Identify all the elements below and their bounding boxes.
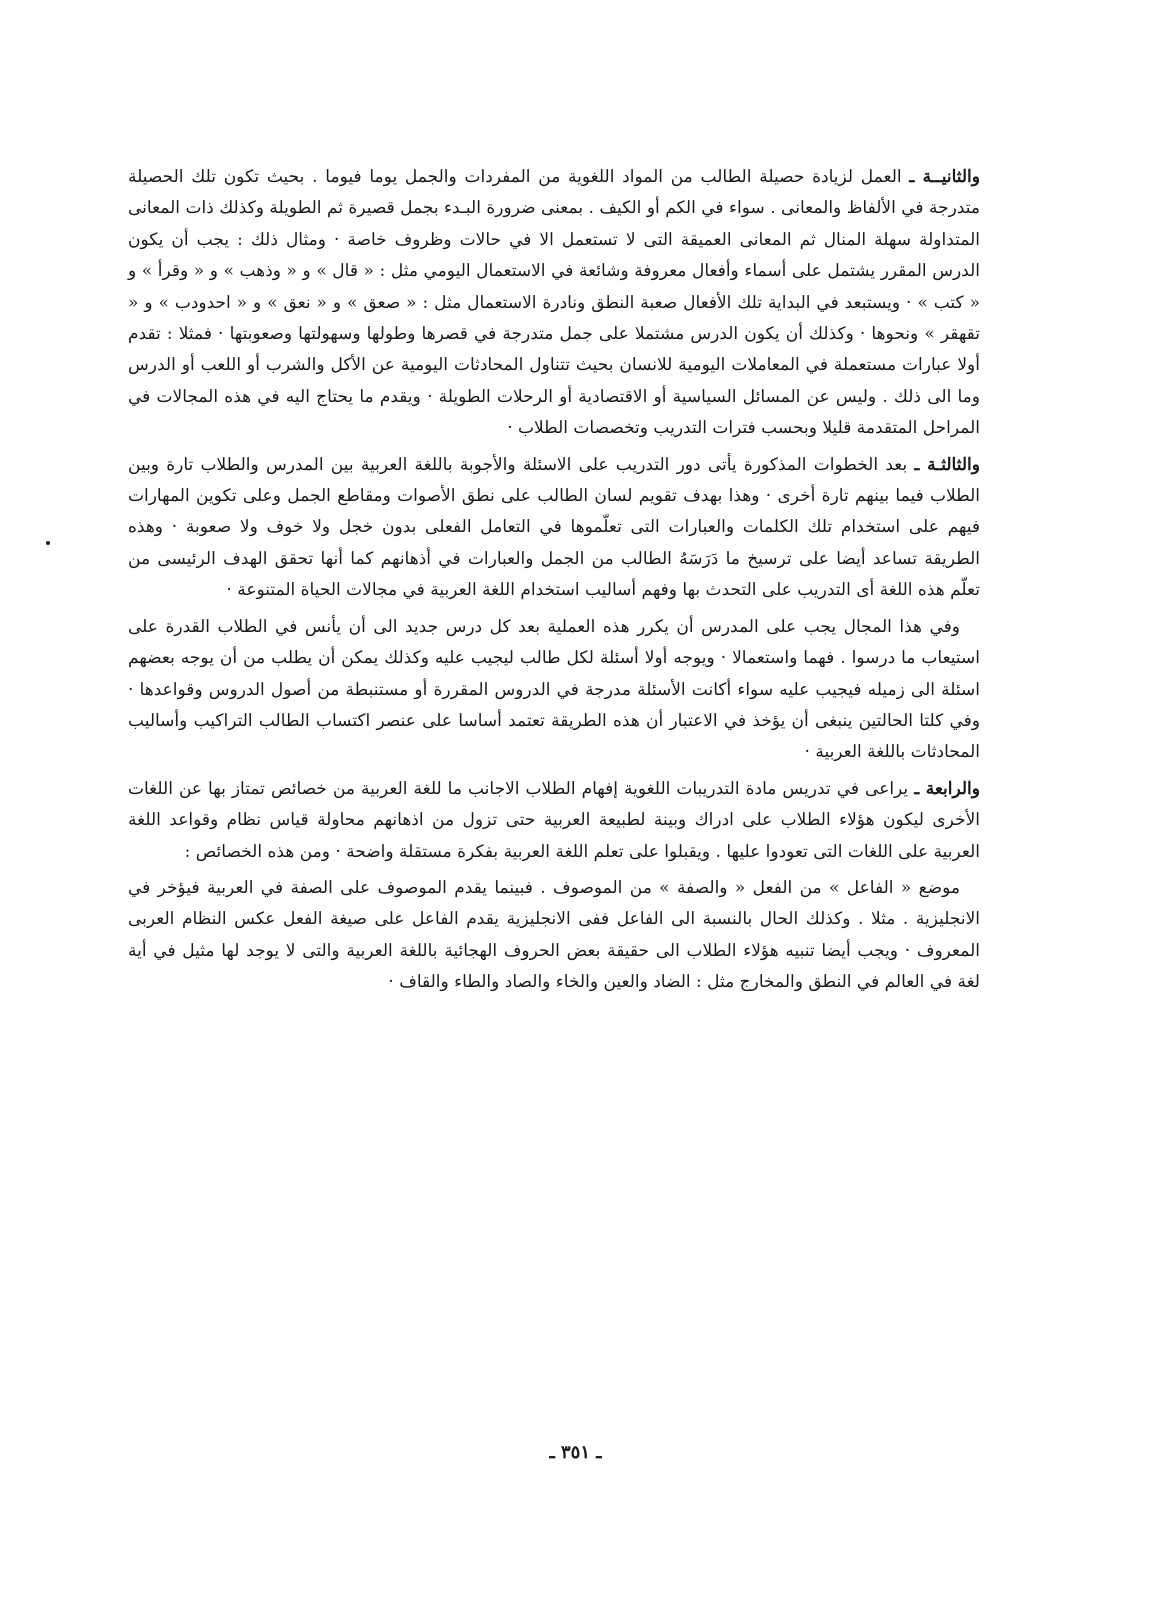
paragraph-third: [128, 450, 980, 607]
paragraph-heading: والثانيــة ـ: [909, 167, 980, 187]
page-number: ـ ٣٥١ ـ: [549, 1442, 602, 1463]
body-text: [128, 162, 980, 1004]
paragraph-features: [128, 873, 980, 999]
paragraph-body: بعد الخطوات المذكورة يأتى دور التدريب على الاسئلة والأجوبة باللغة العربية بين المدرس والطلاب تارة وبين الطلاب فيما بينهم تارة أخرى · وهذا بهدف تقويم لسان الطالب على نطق الأصوات ومقاطع الجمل وعلى تكوين المهارات فيهم على استخدام تلك الكلمات والعبارات التى تعلّموها في التعامل الفعلى بدون خجل ولا خوف ولا صعوبة · وهذه الطريقة تساعد أيضا على ترسيخ ما دَرَسَهُ الطالب من الجمل والعبارات في أذهانهم كما أنها تحقق الهدف الرئيسى من تعلّم هذه اللغة أى التدريب على التحدث بها وفهم أساليب استخدام اللغة العربية في مجالات الحياة المتنوعة ·: [128, 454, 980, 601]
paragraph-heading: والثالثـة ـ: [914, 454, 980, 475]
paragraph-body: وفي هذا المجال يجب على المدرس أن يكرر هذه العملية بعد كل درس جديد الى أن يأنس في الطلاب القدرة على استيعاب ما درسوا . فهما واستعمالا · ويوجه أولا أسئلة لكل طالب ليجيب عليه وكذلك يمكن أن يطلب من أن يوجه بعضهم اسئلة الى زميله فيجيب عليه سواء أكانت الأسئلة مدرجة في الدروس المقررة أو مستنبطة من أصول الدروس وقواعدها · وفي كلتا الحالتين ينبغى أن يؤخذ في الاعتبار أن هذه الطريقة تعتمد أساسا على عنصر اكتساب الطالب التراكيب وأساليب المحادثات باللغة العربية ·: [128, 616, 980, 763]
paragraph-body: العمل لزيادة حصيلة الطالب من المواد اللغوية من المفردات والجمل يوما فيوما . بحيث تكون تلك الحصيلة متدرجة في الألفاظ والمعانى . سواء في الكم أو الكيف . بمعنى ضرورة البـدء بجمل قصيرة ثم الطويلة وكذلك ذات المعانى المتداولة سهلة المنال ثم المعانى العميقة التى لا تستعمل الا في حالات وظروف خاصة · ومثال ذلك : يجب أن يكون الدرس المقرر يشتمل على أسماء وأفعال معروفة وشائعة في الاستعمال اليومي مثل : « قال » و « وذهب » و « وقرأ » و « كتب » · ويستبعد في البداية تلك الأفعال صعبة النطق ونادرة الاستعمال مثل : « صعق » و « نعق » و « احدودب » و « تقهقر » ونحوها · وكذلك أن يكون الدرس مشتملا على جمل متدرجة في قصرها وطولها وسهولتها وصعوبتها · فمثلا : تقدم أولا عبارات مستعملة في المعاملات اليومية للانسان بحيث تتناول المحادثات اليومية عن الأكل والشرب أو اللعب أو الدرس وما الى ذلك . وليس عن المسائل السياسية أو الاقتصادية أو الرحلات الطويلة · ويقدم ما يحتاج اليه في هذه المجالات في المراحل المتقدمة قليلا وبحسب فترات التدريب وتخصصات الطلاب ·: [128, 167, 980, 439]
paragraph-body: يراعى في تدريس مادة التدريبات اللغوية إفهام الطلاب الاجانب ما للغة العربية من خصائص تمتاز بها عن اللغات الأخرى ليكون هؤلاء الطلاب على ادراك وبينة لطبيعة العربية حتى تزول من اذهانهم محاولة قياس نظام وقواعد اللغة العربية على اللغات التى تعودوا عليها . ويقبلوا على تعلم اللغة العربية بفكرة مستقلة واضحة · ومن هذه الخصائص :: [128, 778, 980, 862]
paragraph-practice: [128, 612, 980, 769]
paragraph-second: [128, 162, 980, 445]
paragraph-body: موضع « الفاعل » من الفعل « والصفة » من الموصوف . فبينما يقدم الموصوف على الصفة في العربية فيؤخر في الانجليزية . مثلا . وكذلك الحال بالنسبة الى الفاعل ففى الانجليزية يقدم الفاعل على صيغة الفعل عكس النظام العربى المعروف · ويجب أيضا تنبيه هؤلاء الطلاب الى حقيقة بعض الحروف الهجائية باللغة العربية والتى لا يوجد لها مثيل في أية لغة في العالم في النطق والمخارج مثل : الضاد والعين والخاء والصاد والطاء والقاف ·: [128, 877, 980, 993]
paragraph-heading: والرابعة ـ: [914, 778, 980, 799]
paragraph-fourth: [128, 774, 980, 868]
scan-speck: [46, 541, 50, 545]
